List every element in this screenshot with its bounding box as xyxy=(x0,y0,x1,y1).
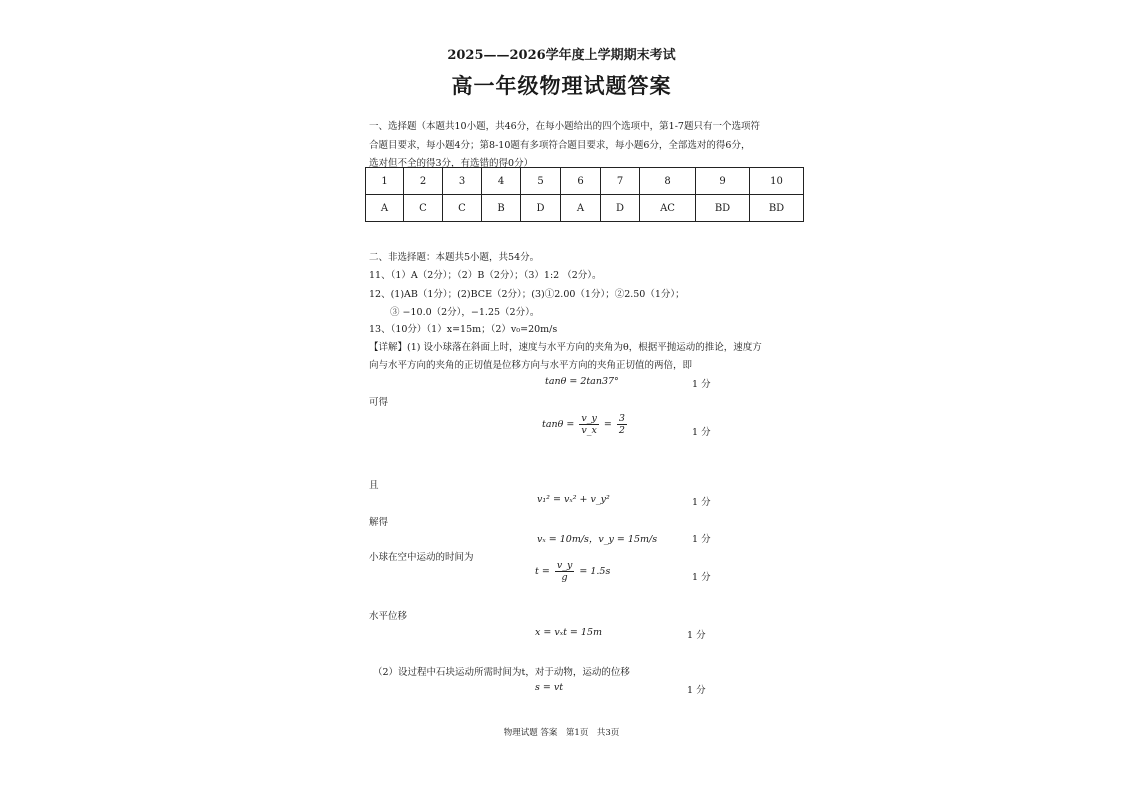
table-cell: 10 xyxy=(750,168,804,195)
page-title: 高一年级物理试题答案 xyxy=(451,73,672,98)
table-cell: A xyxy=(561,195,601,222)
score-label: 1 分 xyxy=(692,427,711,438)
answer-table xyxy=(365,167,804,222)
q13-heading: 13、（10分）（1）x=15m；（2）v₀=20m/s xyxy=(369,324,558,335)
table-cell: 7 xyxy=(601,168,640,195)
table-cell: BD xyxy=(696,195,750,222)
table-cell: 4 xyxy=(482,168,521,195)
section1-intro-line2: 合题目要求，每小题4分；第8-10题有多项符合题目要求，每小题6分，全部选对的得6分， xyxy=(369,140,751,151)
score-label: 1 分 xyxy=(692,534,711,545)
qie-label: 且 xyxy=(369,480,379,491)
table-cell: D xyxy=(521,195,561,222)
equation-1: tanθ = 2tan37° xyxy=(545,376,619,387)
score-label: 1 分 xyxy=(687,685,706,696)
score-label: 1 分 xyxy=(692,379,711,390)
eq2-numerator: v_y xyxy=(581,413,597,424)
eq5-left: t = xyxy=(535,566,550,577)
displacement-label: 水平位移 xyxy=(369,611,408,622)
equation-3: v₁² = vₓ² + v_y² xyxy=(537,494,610,505)
detail-line2: 向与水平方向的夹角的正切值是位移方向与水平方向的夹角正切值的两倍，即 xyxy=(369,360,693,371)
page-footer: 物理试题 答案 第1页 共3页 xyxy=(503,728,620,738)
score-label: 1 分 xyxy=(692,572,711,583)
eq5-denominator: g xyxy=(561,572,568,583)
keyi-label: 可得 xyxy=(369,397,389,408)
equation-4: vₓ = 10m/s，v_y = 15m/s xyxy=(537,534,658,545)
equation-5 xyxy=(535,560,610,583)
table-cell: 1 xyxy=(366,168,404,195)
eq5-numerator: v_y xyxy=(556,560,573,571)
section1-intro-line3: 选对但不全的得3分，有选错的得0分） xyxy=(369,158,534,169)
jiede-label: 解得 xyxy=(369,517,389,528)
part2-line: （2）设过程中石块运动所需时间为t，对于动物，运动的位移 xyxy=(373,667,630,678)
score-label: 1 分 xyxy=(692,497,711,508)
answer-table-answer-row xyxy=(366,195,804,222)
equation-6: x = vₓt = 15m xyxy=(535,627,603,638)
table-cell: 3 xyxy=(443,168,482,195)
table-cell: AC xyxy=(640,195,696,222)
table-cell: 2 xyxy=(404,168,443,195)
section1-intro-line1: 一、选择题（本题共10小题，共46分，在每小题给出的四个选项中，第1-7题只有一个选项符 xyxy=(369,121,760,132)
table-cell: 6 xyxy=(561,168,601,195)
eq5-right: = 1.5s xyxy=(579,566,611,577)
q12-answer-line1: 12、(1)AB（1分）；(2)BCE（2分）；(3)①2.00（1分）；②2.50（1分）； xyxy=(369,289,685,300)
eq2-fraction-2 xyxy=(617,413,627,436)
table-cell: B xyxy=(482,195,521,222)
section2-heading: 二、非选择题：本题共5小题，共54分。 xyxy=(369,252,540,263)
table-cell: 5 xyxy=(521,168,561,195)
equation-2 xyxy=(542,413,629,436)
time-label: 小球在空中运动的时间为 xyxy=(369,552,474,563)
table-cell: C xyxy=(443,195,482,222)
q12-answer-line2: ③ −10.0（2分），−1.25（2分）。 xyxy=(390,307,540,318)
eq2-equals: = xyxy=(603,419,612,430)
table-cell: 9 xyxy=(696,168,750,195)
table-cell: 8 xyxy=(640,168,696,195)
equation-7: s = vt xyxy=(535,682,564,693)
eq2-denominator: v_x xyxy=(581,425,597,436)
detail-line1: 【详解】(1) 设小球落在斜面上时，速度与水平方向的夹角为θ，根据平抛运动的推论，速度方 xyxy=(369,342,762,353)
eq2-fraction xyxy=(579,413,598,436)
eq2-denominator-2: 2 xyxy=(618,425,625,436)
eq5-fraction xyxy=(555,560,574,583)
table-cell: A xyxy=(366,195,404,222)
answer-table-number-row xyxy=(366,168,804,195)
eq2-numerator-2: 3 xyxy=(618,413,625,424)
table-cell: D xyxy=(601,195,640,222)
table-cell: C xyxy=(404,195,443,222)
table-cell: BD xyxy=(750,195,804,222)
exam-subtitle: 2025——2026学年度上学期期末考试 xyxy=(447,48,676,63)
q11-answer: 11、（1）A（2分）；（2）B（2分）；（3）1:2 （2分）。 xyxy=(369,270,602,281)
eq2-left: tanθ = xyxy=(542,419,575,430)
score-label: 1 分 xyxy=(687,630,706,641)
